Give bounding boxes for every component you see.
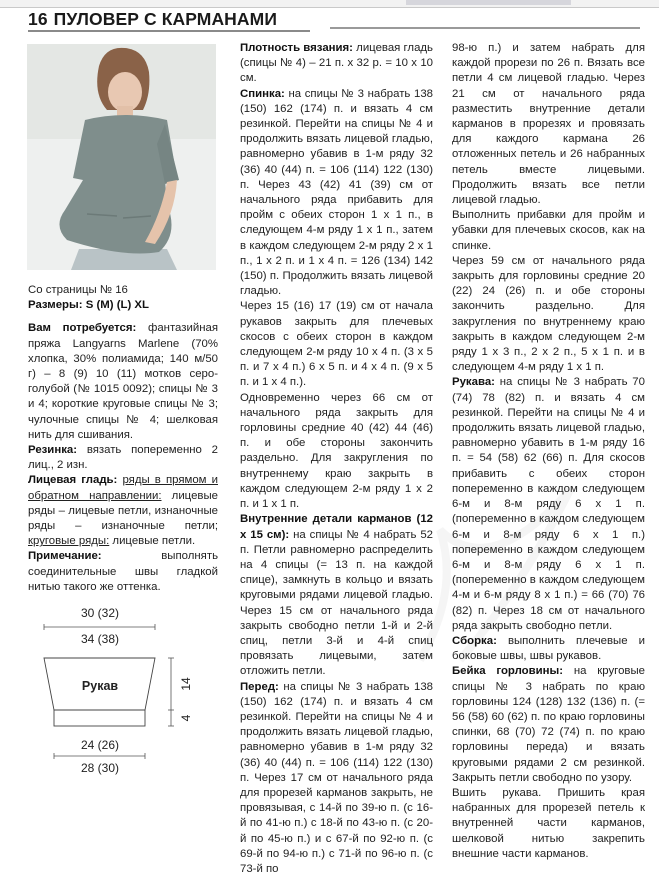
bottom-width-1: 24 (26) (80, 738, 120, 752)
gauge: Плотность вязания: лицевая гладь (спицы № 4) – 21 п. х 32 р. = 10 х 10 см. (240, 42, 433, 85)
materials: Вам потребуется: фантазийная пряжа Langyarns Marlene (70% хлопка, 30% полиамида; 140 м/50 г) – 8 (9) 10 (11) мотков серо-голубой (№ 1015 0092); спицы № 3 и 4; короткие круговые спицы № 3; чулочные спицы № 4; шелковая нить для сшивания. (28, 322, 219, 441)
bottom-width-2: 28 (30) (80, 761, 120, 775)
assembly-section: Сборка: выполнить плечевые и боковые швы, швы рукавов. (452, 634, 645, 663)
height-main: 14 (179, 677, 193, 691)
title-underline (28, 30, 310, 32)
middle-column (240, 41, 433, 877)
top-width-1: 30 (32) (80, 606, 120, 620)
back-neckline: Одновременно через 66 см от начального ряда закрыть для горловины средние 40 (42) 44 (46) п. и обе стороны закончить раздельно. Для закругления по внутреннему краю закрыть в каждом следующем 2-м ряду 1 х 2 п. и 1 х 1 п. (240, 391, 433, 511)
stockinette-stitch: Лицевая гладь: ряды в прямом и обратном направлении: лицевые ряды – лицевые петли, изнаночные ряды – изнаночные петли; круговые ряды: лицевые петли. (28, 474, 218, 548)
title-rule-right (330, 27, 640, 29)
piece-label: Рукав (81, 679, 119, 693)
front-continued: 98-ю п.) и затем набрать для каждой прорези по 26 п. Вязать все петли 4 см лицевой гладью. Через 21 см от начального ряда разместить внутренние детали карманов в прорезях и провязать для каждого кармана 26 отложенных петель и 26 набранных петель вместе лицевыми. Продолжить вязать все петли лицевой гладью. (452, 42, 645, 207)
top-strip (0, 0, 659, 8)
neckband-section: Бейка горловины: на круговые спицы № 3 набрать по краю горловины 124 (128) 132 (136) п. (= 56 (58) 60 (62) п. по краю горловины спинки, 68 (70) 72 (74) п. по краю горловины переда) и вязать круговыми рядами 2 см резинкой. Закрыть петли свободно по узору. (452, 665, 645, 784)
sleeves-section: Рукава: на спицы № 3 набрать 70 (74) 78 (82) п. и вязать 4 см резинкой. Перейти на спицы № 4 и продолжить вязать лицевой гладью, равномерно убавить в 1-м ряду 16 п. = 54 (58) 62 (66) п. Для скосов прибавить с обеих сторон попеременно в каждом следующем 6-м и 8-м ряду 6 х 1 п. (попеременно в каждом следующем 6-м и 8-м ряду 6 х 1 п.) попеременно в каждом следующем 6-м и 8-м ряду 6 х 1 п. (попеременно в каждом следующем 4-м и 6-м ряду 8 х 1 п.) = 66 (70) 76 (82) п. Через 18 см от начального ряда закрыть свободно петли. (452, 376, 645, 632)
source-note: Со страницы № 16 (28, 284, 128, 296)
photo-illustration (27, 44, 216, 270)
front-neckline: Через 59 см от начального ряда закрыть для горловины средние 20 (22) 24 (26) п. и обе стороны закончить раздельно. Для закругления по внутреннему краю закрыть в каждом следующем 2-м ряду 1 х 3 п., 2 х 2 п., 5 х 1 п. и в следующем 4-м ряду 1 х 1 п. (452, 254, 645, 374)
note: Примечание: выполнять соединительные швы гладкой нитью такого же оттенка. (28, 550, 218, 593)
rib-stitch: Резинка: вязать попеременно 2 лиц., 2 изн. (28, 444, 218, 472)
sleeve-diagram (28, 596, 228, 781)
model-photo (27, 44, 216, 270)
pattern-title: ПУЛОВЕР С КАРМАНАМИ (53, 9, 278, 29)
pockets-section: Внутренние детали карманов (12 х 15 см): на спицы № 4 набрать 52 п. Петли равномерно распределить на 4 спицы (= 13 п. на каждой спице), замкнуть в кольцо и вязать круговыми рядами лицевой гладью. Через 15 см от начального ряда закрыть свободно петли 1-й и 2-й спиц, петли 3-й и 4-й спиц провязать лицевыми, затем отложить петли. (240, 513, 433, 678)
front-section: Перед: на спицы № 3 набрать 138 (150) 162 (174) п. и вязать 4 см резинкой. Перейти на спицы № 4 и продолжить вязать лицевой гладью, равномерно убавив в 1-м ряду 32 (36) 40 (44) п. = 106 (114) 122 (130) п. Через 17 см от начального ряда для прорезей карманов закрыть, не провязывая, с 14-й по 39-ю п. (с 16-й по 41-ю п.) с 18-й по 43-ю п. (с 20-й по 45-ю п.) и с 67-й по 92-ю п. (с 69-й по 94-ю п.) с 71-й по 96-ю п. (с 73-й по (240, 680, 433, 875)
finishing: Вшить рукава. Пришить края набранных для прорезей петель к внутренней части карманов, шелковой нитью закрепить внешние части карманов. (452, 786, 645, 860)
page-title (28, 9, 277, 29)
height-cuff: 4 (179, 714, 193, 722)
top-width-2: 34 (38) (80, 632, 120, 646)
scroll-thumb[interactable] (406, 0, 571, 5)
sizes: Размеры: S (M) (L) XL (28, 299, 149, 312)
sleeve-cuff-shape (54, 710, 145, 726)
pattern-number: 16 (28, 9, 48, 29)
left-column (28, 283, 218, 595)
right-column (452, 41, 645, 862)
back-shoulders: Через 15 (16) 17 (19) см от начала рукавов закрыть для плечевых скосов с обеих сторон в каждом следующем 2-м ряду 10 х 4 п. (3 х 5 п. и 7 х 4 п.) 6 х 5 п. и 4 х 4 п. (9 х 5 п. и 1 х 4 п.). (240, 300, 433, 389)
back-section: Спинка: на спицы № 3 набрать 138 (150) 162 (174) п. и вязать 4 см резинкой. Перейти на спицы № 4 и продолжить вязать лицевой гладью, равномерно убавив в 1-м ряду 32 (36) 40 (44) п. = 106 (114) 122 (130) п. Через 43 (42) 41 (39) см от начального ряда прибавить для пройм с обеих сторон 1 х 1 п., в следующем 4-м ряду 1 х 1 п., затем в каждом следующем 2-м ряду 2 х 1 п., 1 х 2 п. и 1 х 4 п. = 126 (134) 142 (150) п. Продолжить вязать лицевой гладью. (240, 87, 433, 298)
front-armholes: Выполнить прибавки для пройм и убавки для плечевых скосов, как на спинке. (452, 209, 645, 252)
